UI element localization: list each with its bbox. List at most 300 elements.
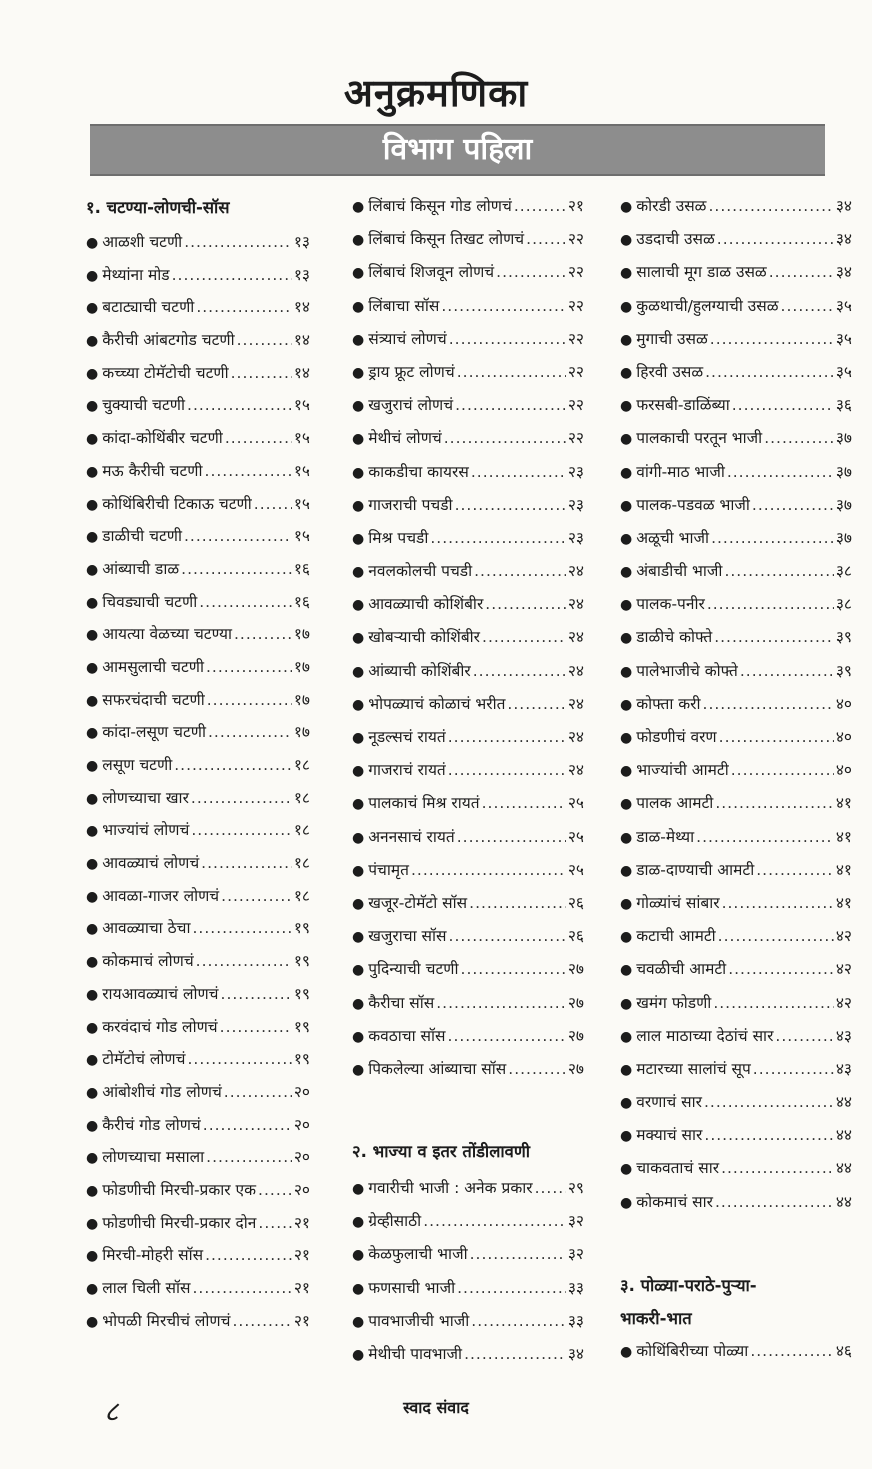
entry-title: सालाची मूग डाळ उसळ [636,263,767,282]
entry-title: वरणाचं सार [636,1093,702,1112]
entry-page-number: ३४ [835,197,852,215]
entry-title: खजुराचा सॉस [368,927,447,946]
dot-leader [187,1043,291,1076]
bullet-icon: ● [352,1061,365,1078]
toc-entry [352,1205,584,1238]
toc-entry [620,323,852,356]
entry-page-number: १५ [293,494,310,513]
toc-entry [86,782,310,815]
dot-leader [471,1305,566,1338]
entry-title: लसूण चटणी [102,756,173,774]
bullet-icon: ● [86,1182,99,1199]
entry-title: लिंबाचं किसून गोड लोणचं [368,197,512,215]
entry-title: काकडीचा कायरस [368,462,469,481]
toc-entry [620,1053,852,1086]
bullet-icon: ● [620,862,633,879]
toc-entry [352,290,584,323]
entry-title: कैरीचा सॉस [368,993,435,1012]
dot-leader [205,455,292,488]
entry-title: लोणच्याचा मसाला [102,1148,205,1167]
dot-leader [457,1272,566,1305]
bullet-icon: ● [620,1161,633,1178]
entry-page-number: १५ [293,429,310,448]
entry-title: कोकमाचं सार [636,1192,713,1211]
toc-entry [352,190,584,223]
bullet-icon: ● [86,1019,99,1036]
dot-leader [717,223,834,256]
entry-title: पंचामृत [368,860,409,879]
dot-leader [441,290,566,323]
entry-title: मुगाची उसळ [636,329,708,348]
entry-title: फरसबी-डाळिंब्या [636,396,730,415]
bullet-icon: ● [352,929,365,946]
bullet-icon: ● [86,856,99,873]
dot-leader [201,847,292,880]
dot-leader [718,920,834,953]
bullet-icon: ● [86,333,99,350]
entry-page-number: २४ [567,562,584,581]
entry-title: नवलकोलची पचडी [368,562,473,581]
dot-leader [740,655,834,688]
toc-entry [620,987,852,1020]
entry-title: मऊ कैरीची चटणी [102,461,203,480]
entry-page-number: २० [293,1148,310,1167]
dot-leader [206,1141,292,1174]
dot-leader [728,953,834,986]
toc-entry [86,520,310,553]
entry-page-number: २४ [567,728,584,746]
entry-page-number: २६ [567,927,584,946]
dot-leader [187,389,292,422]
entry-title: पालेभाजीचे कोफ्ते [636,661,738,680]
entry-page-number: १९ [293,1050,310,1069]
bullet-icon: ● [86,1215,99,1232]
entry-title: संत्र्याचं लोणचं [368,329,447,348]
dot-leader [715,787,834,820]
entry-page-number: १७ [293,625,310,644]
bullet-icon: ● [352,331,365,348]
entry-page-number: २३ [567,495,584,514]
bullet-icon: ● [620,497,633,514]
dot-leader [455,389,566,422]
dot-leader [732,389,834,422]
dot-leader [719,721,834,754]
entry-page-number: २२ [567,296,584,315]
section-heading [620,1269,852,1335]
entry-title: आंबोशीचं गोड लोणचं [102,1082,222,1101]
entry-title: सफरचंदाची चटणी [102,690,205,709]
dot-leader [448,754,566,787]
entry-page-number: १७ [293,657,310,676]
bullet-icon: ● [86,398,99,415]
toc-entry [352,422,584,455]
dot-leader [471,456,566,489]
entry-page-number: १५ [293,396,310,415]
entry-page-number: २४ [567,694,584,713]
entry-title: अळूची भाजी [636,528,710,547]
toc-entry [620,356,852,389]
toc-entry [620,787,852,820]
entry-page-number: ३७ [835,462,852,481]
bullet-icon: ● [86,823,99,840]
bullet-icon: ● [352,696,365,713]
dot-leader [752,489,834,522]
toc-entry [352,821,584,854]
entry-title: ड्राय फ्रूट लोणचं [368,362,455,381]
entry-page-number: २२ [567,362,584,381]
entry-page-number: ३३ [567,1278,584,1297]
toc-entry [86,912,310,945]
dot-leader [221,978,292,1011]
bullet-icon: ● [352,431,365,448]
bullet-icon: ● [352,995,365,1012]
entry-title: गाजराचं रायतं [368,761,446,780]
entry-page-number: २१ [293,1246,310,1265]
dot-leader [707,588,834,621]
entry-page-number: २२ [567,396,584,415]
bullet-icon: ● [620,1061,633,1078]
toc-entry [86,1141,310,1174]
entry-title: वांगी-माठ भाजी [636,462,725,481]
entry-title: आमसुलाची चटणी [102,657,204,676]
bullet-icon: ● [620,530,633,547]
toc-entry [620,854,852,887]
bullet-icon: ● [86,1313,99,1330]
entry-title: खजूर-टोमॅटो सॉस [368,893,468,912]
toc-entry [620,1335,852,1368]
toc-entry [620,256,852,289]
entry-title: उडदाची उसळ [636,230,715,249]
dot-leader [473,655,566,688]
toc-entry [352,1272,584,1305]
toc-entry [86,455,310,488]
entry-title: खमंग फोडणी [636,993,712,1012]
toc-entry [86,1076,310,1109]
entry-title: मिरची-मोहरी सॉस [102,1246,204,1265]
entry-page-number: २२ [567,329,584,348]
dot-leader [705,356,834,389]
entry-title: पालक-पनीर [636,595,705,614]
dot-leader [464,1338,566,1371]
entry-title: कवठाचा सॉस [368,1026,446,1045]
entry-title: गवारीची भाजी : अनेक प्रकार [368,1179,533,1198]
index-column-1 [86,190,310,1337]
dot-leader [714,621,834,654]
bullet-icon: ● [352,530,365,547]
bullet-icon: ● [86,300,99,317]
toc-entry [86,1109,310,1142]
bullet-icon: ● [352,265,365,282]
entry-title: कोथिंबिरीच्या पोळ्या [636,1341,749,1360]
dot-leader [526,223,566,256]
entry-title: आवळ्याचं लोणचं [102,854,200,873]
toc-entry [352,1338,584,1371]
entry-title: डाळ-दाण्याची आमटी [636,860,755,879]
entry-title: मेथीचं लोणचं [368,429,442,448]
dot-leader [711,522,834,555]
entry-page-number: १७ [293,723,310,742]
bullet-icon: ● [620,730,633,746]
bullet-icon: ● [86,790,99,807]
bullet-icon: ● [620,1095,633,1112]
entry-page-number: ३९ [835,628,852,647]
entry-page-number: २१ [567,197,584,215]
dot-leader [174,749,292,782]
dot-leader [781,290,834,323]
index-column-3 [620,190,852,1368]
entry-page-number: ४२ [835,927,852,946]
toc-entry [86,324,310,357]
dot-leader [715,1186,834,1219]
entry-title: कच्च्या टोमॅटोची चटणी [102,363,229,382]
entry-page-number: ४२ [835,993,852,1012]
section-heading: १. चटण्या-लोणची-सॉस [86,198,230,217]
dot-leader [191,814,292,847]
section-heading: २. भाज्या व इतर तोंडीलावणी [352,1142,531,1162]
page-number: ८ [104,1395,119,1428]
dot-leader [172,259,292,292]
entry-title: आंब्याची डाळ [102,559,180,578]
entry-page-number: ३६ [835,396,852,415]
entry-page-number: २५ [567,794,584,813]
dot-leader [470,1238,566,1271]
entry-page-number: ४३ [835,1026,852,1045]
entry-list [620,1335,852,1368]
toc-entry [352,721,584,754]
bullet-icon: ● [352,796,365,813]
toc-entry [620,1020,852,1053]
dot-leader [474,555,566,588]
bullet-icon: ● [352,1280,365,1297]
entry-title: गाजराची पचडी [368,495,453,514]
toc-entry [620,489,852,522]
entry-title: खजुराचं लोणचं [368,396,454,415]
dot-leader [775,1020,833,1053]
toc-entry [620,621,852,654]
bullet-icon: ● [620,199,633,215]
toc-entry [86,1305,310,1338]
bullet-icon: ● [352,962,365,979]
entry-page-number: ३४ [835,230,852,249]
toc-entry [86,1011,310,1044]
entry-page-number: ३७ [835,528,852,547]
toc-entry [86,422,310,455]
dot-leader [713,987,834,1020]
bullet-icon: ● [620,1194,633,1211]
dot-leader [696,821,834,854]
toc-entry [86,651,310,684]
entry-title: फोडणीचं वरण [636,728,717,746]
bullet-icon: ● [352,1181,365,1198]
toc-entry [86,1174,310,1207]
bullet-icon: ● [86,1281,99,1297]
toc-entry [86,814,310,847]
bullet-icon: ● [620,663,633,680]
toc-entry [352,389,584,422]
entry-title: आवळ्याचा ठेचा [102,919,191,938]
section-heading-line: भाकरी-भात [620,1308,692,1328]
bullet-icon: ● [352,597,365,614]
toc-entry [86,553,310,586]
bullet-icon: ● [620,232,633,249]
dot-leader [436,987,566,1020]
entry-page-number: १६ [293,559,310,578]
toc-entry [620,190,852,223]
dot-leader [724,555,833,588]
toc-entry [86,357,310,390]
entry-title: कटाची आमटी [636,927,716,946]
entry-page-number: २९ [567,1179,584,1198]
toc-entry [352,854,584,887]
toc-entry [352,887,584,920]
bullet-icon: ● [620,597,633,614]
dot-leader [205,1239,292,1272]
dot-leader [207,684,292,717]
entry-title: कुळथाची/हुलग्याची उसळ [636,296,779,315]
entry-page-number: १९ [293,1017,310,1036]
entry-page-number: १५ [293,527,310,546]
bullet-icon: ● [352,630,365,647]
entry-page-number: ३२ [567,1245,584,1264]
entry-list [86,226,310,1337]
dot-leader [232,1305,291,1338]
entry-page-number: २१ [293,1279,310,1297]
entry-page-number: २३ [567,528,584,547]
entry-page-number: १५ [293,461,310,480]
dot-leader [482,787,566,820]
toc-entry [86,389,310,422]
bullet-icon: ● [352,232,365,249]
bullet-icon: ● [352,364,365,381]
toc-entry [86,945,310,978]
entry-page-number: ३२ [567,1212,584,1231]
entry-title: पावभाजीची भाजी [368,1311,470,1330]
entry-title: मेथीची पावभाजी [368,1345,463,1363]
toc-entry [620,1152,852,1185]
bullet-icon: ● [620,1128,633,1145]
toc-entry [352,522,584,555]
entry-title: पुदिन्याची चटणी [368,960,459,979]
bullet-icon: ● [620,298,633,315]
entry-page-number: २२ [567,429,584,448]
entry-title: कांदा-लसूण चटणी [102,723,206,742]
bullet-icon: ● [620,829,633,846]
bullet-icon: ● [352,1347,365,1363]
entry-page-number: २७ [567,993,584,1012]
toc-entry [86,978,310,1011]
bullet-icon: ● [620,464,633,481]
entry-list [620,190,852,1219]
entry-page-number: ४३ [835,1059,852,1078]
bullet-icon: ● [86,1052,99,1069]
toc-entry [352,223,584,256]
entry-page-number: ३८ [835,595,852,614]
entry-page-number: ३७ [835,495,852,514]
toc-entry [620,1186,852,1219]
toc-entry [352,953,584,986]
bullet-icon: ● [352,464,365,481]
dot-leader [196,945,292,978]
toc-entry [352,1020,584,1053]
dot-leader [192,1272,291,1305]
bullet-icon: ● [620,398,633,415]
toc-entry [352,588,584,621]
toc-entry [86,847,310,880]
bullet-icon: ● [86,594,99,611]
entry-page-number: १६ [293,592,310,611]
bullet-icon: ● [620,763,633,780]
entry-title: पालक-पडवळ भाजी [636,495,750,514]
dot-leader [258,1207,291,1240]
dot-leader [258,1174,292,1207]
entry-page-number: २४ [567,595,584,614]
dot-leader [199,586,292,619]
entry-page-number: २० [293,1180,310,1199]
toc-entry [352,787,584,820]
entry-page-number: १८ [293,788,310,807]
dot-leader [208,716,292,749]
dot-leader [448,721,566,754]
entry-page-number: २७ [567,960,584,979]
entry-page-number: १३ [293,265,310,284]
dot-leader [430,522,566,555]
entry-title: कोरडी उसळ [636,197,707,215]
bullet-icon: ● [352,398,365,415]
entry-title: आंब्याची कोशिंबीर [368,661,471,680]
dot-leader [181,553,292,586]
entry-page-number: २१ [293,1311,310,1330]
toc-entry [86,259,310,292]
bullet-icon: ● [352,1247,365,1264]
toc-entry [86,1043,310,1076]
dot-leader [196,291,292,324]
entry-title: आयत्या वेळच्या चटण्या [102,625,232,644]
entry-title: भोपळी मिरचीचं लोणचं [102,1311,231,1330]
bullet-icon: ● [86,1117,99,1134]
bullet-icon: ● [620,895,633,912]
entry-title: चाकवताचं सार [636,1159,720,1178]
bullet-icon: ● [620,630,633,647]
entry-page-number: ३९ [835,661,852,680]
dot-leader [514,190,566,223]
toc-entry [352,688,584,721]
toc-entry [620,522,852,555]
bullet-icon: ● [86,725,99,742]
entry-page-number: ३५ [835,296,852,315]
bullet-icon: ● [352,497,365,514]
bullet-icon: ● [620,331,633,348]
entry-page-number: ४१ [835,827,852,846]
dot-leader [234,618,292,651]
dot-leader [192,912,291,945]
entry-page-number: २५ [567,827,584,846]
entry-title: डाळीची चटणी [102,527,182,546]
toc-entry [352,256,584,289]
bullet-icon: ● [86,758,99,774]
bullet-icon: ● [352,1313,365,1330]
entry-title: फणसाची भाजी [368,1278,456,1297]
dot-leader [507,688,565,721]
dot-leader [191,782,292,815]
dot-leader [703,688,834,721]
toc-entry [620,290,852,323]
entry-title: कोथिंबिरीची टिकाऊ चटणी [102,494,252,513]
entry-title: कोकमाचं लोणचं [102,952,194,971]
dot-leader [461,953,566,986]
toc-entry [620,588,852,621]
entry-page-number: १८ [293,854,310,873]
bullet-icon: ● [86,659,99,676]
